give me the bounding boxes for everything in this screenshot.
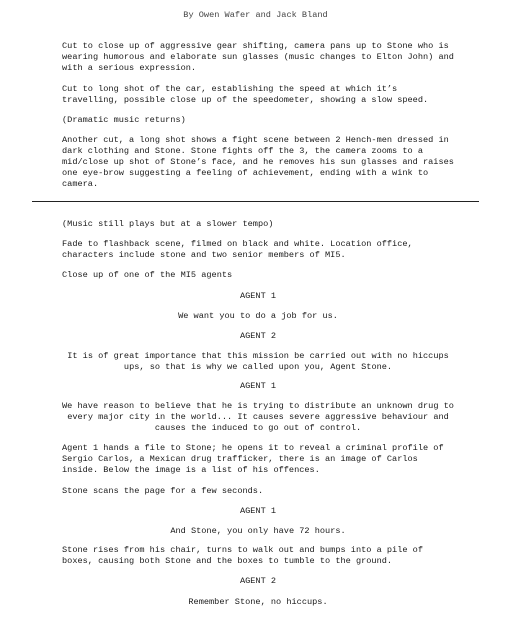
action-rise (62, 545, 454, 567)
character-agent1: AGENT 1 (239, 291, 277, 301)
action-closeup (62, 270, 454, 281)
action-paragraph: Close up of one of the MI5 agents (62, 270, 233, 280)
action-paragraph: Cut to close up of aggressive gear shifting, camera pans up to Stone who is wearing humorous and elaborate sun glasses (music changes to Elton John) and with a serious expression. (62, 41, 454, 73)
action-paragraph: Cut to long shot of the car, establishing the speed at which it’s travelling, possible close up of the speedometer, showing a slow speed. (62, 84, 429, 105)
action-file (62, 443, 454, 476)
dialogue-line: We have reason to believe that he is trying to distribute an unknown drug to every major city in the world... It causes severe aggressive behaviour and causes the induced to go out of control. (62, 401, 454, 433)
action-scan (62, 486, 454, 497)
character-agent2: AGENT 2 (239, 331, 277, 341)
page-divider (32, 201, 479, 202)
action-paragraph: Stone rises from his chair, turns to walk out and bumps into a pile of boxes, causing both Stone and the boxes to tumble to the ground. (62, 545, 423, 566)
music-note-2 (62, 219, 454, 230)
action-fight (62, 135, 454, 190)
action-paragraph: Fade to flashback scene, filmed on black and white. Location office, characters include stone and two senior members of MI5. (62, 239, 413, 260)
dialogue-line: And Stone, you only have 72 hours. (170, 526, 346, 536)
character-agent2: AGENT 2 (239, 576, 277, 586)
character-agent1: AGENT 1 (239, 381, 277, 391)
action-longshot (62, 84, 454, 106)
page-header: By Owen Wafer and Jack Bland (183, 10, 328, 20)
dialogue-line: Remember Stone, no hiccups. (188, 597, 328, 607)
parenthetical: (Dramatic music returns) (62, 115, 186, 125)
parenthetical: (Music still plays but at a slower tempo) (62, 219, 274, 229)
dialogue-line: It is of great importance that this mission be carried out with no hiccups ups, so that is why we called upon you, Agent Stone. (67, 351, 449, 372)
music-note (62, 115, 454, 126)
action-paragraph: Agent 1 hands a file to Stone; he opens it to reveal a criminal profile of Sergio Carlos, a Mexican drug trafficker, there is an image of Carlos inside. Below the image is a list of his offences. (62, 443, 444, 475)
action-shift (62, 41, 454, 74)
action-paragraph: Another cut, a long shot shows a fight scene between 2 Hench-men dressed in dark clothing and Stone. Stone fights off the 3, the camera zooms to a mid/close up shot of Stone’s face, and he removes his sun glasses and raises one eye-brow suggesting a feeling of achievement, ending with a wink to camera. (62, 135, 454, 189)
action-flashback (62, 239, 454, 261)
dialogue-line: We want you to do a job for us. (178, 311, 338, 321)
character-agent1: AGENT 1 (239, 506, 277, 516)
action-paragraph: Stone scans the page for a few seconds. (62, 486, 264, 496)
